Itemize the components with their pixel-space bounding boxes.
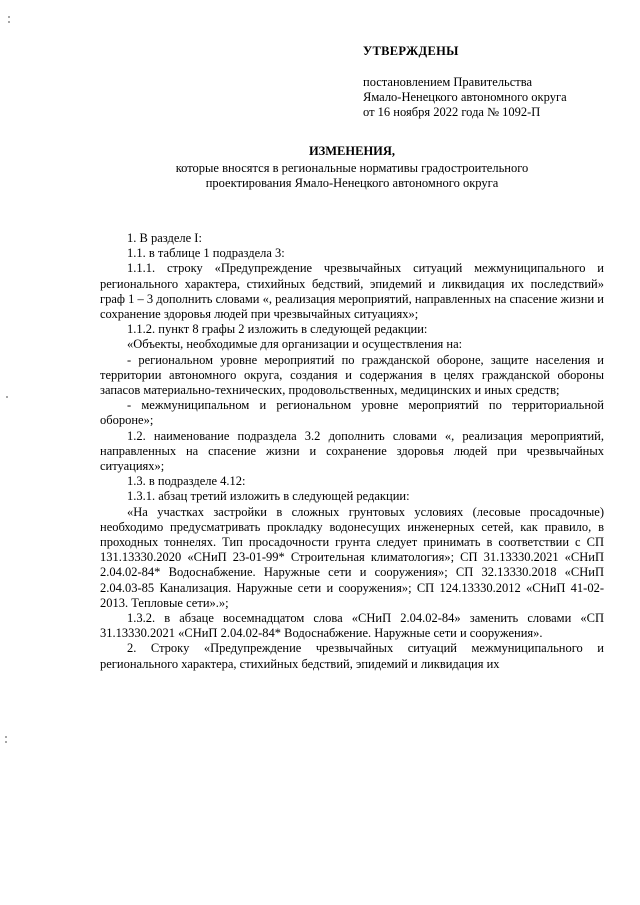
- approval-line-region: Ямало-Ненецкого автономного округа: [363, 90, 567, 104]
- approval-lines: [363, 75, 604, 120]
- approval-line-authority: постановлением Правительства: [363, 75, 533, 89]
- scan-artifact: [8, 16, 10, 18]
- document-title: ИЗМЕНЕНИЯ,: [308, 144, 396, 158]
- approval-block: [363, 44, 604, 120]
- approval-title: УТВЕРЖДЕНЫ: [363, 44, 459, 58]
- document-body: [100, 231, 604, 672]
- paragraph-quote-objects: «Объекты, необходимые для организации и осуществления на:: [127, 337, 463, 352]
- paragraph-dash-regional: - региональном уровне мероприятий по гражданской обороне, защите населения и территории автономного округа, создания и содержания в целях гражданской обороны запасов материально-технических, продовольственных, медицинских и иных средств;: [100, 352, 604, 398]
- scan-artifact: [6, 396, 8, 398]
- document-subtitle: которые вносятся в региональные нормативы градостроительного проектирования Ямало-Ненецкого автономного округа: [175, 161, 529, 190]
- paragraph-dash-intermunicipal: - межмуниципальном и региональном уровне мероприятий по территориальной обороне»;: [100, 398, 604, 428]
- paragraph-quote-construction: «На участках застройки в сложных грунтовых условиях (лесовые просадочные) необходимо предусматривать прокладку водонесущих инженерных сетей, как правило, в проходных тоннелях. Тип просадочности грунта следует принимать в соответствии с СП 131.13330.2020 «СНиП 23-01-99* Строительная климатология»; СП 31.13330.2021 «СНиП 2.04.02-84* Водоснабжение. Наружные сети и сооружения»; СП 32.13330.2018 «СНиП 2.04.03-85 Канализация. Наружные сети и сооружения»; СП 124.13330.2012 «СНиП 41-02-2013. Тепловые сети».»;: [100, 504, 604, 610]
- paragraph-1-1-1: 1.1.1. строку «Предупреждение чрезвычайных ситуаций межмуниципального и регионального характера, стихийных бедствий, эпидемий и ликвидация их последствий» граф 1 – 3 дополнить словами «, реализация мероприятий, направленных на спасение жизни и сохранение здоровья людей при чрезвычайных ситуациях»;: [100, 261, 604, 322]
- paragraph-1-3: 1.3. в подразделе 4.12:: [127, 474, 246, 489]
- paragraph-1: 1. В разделе I:: [127, 231, 202, 245]
- paragraph-1-2: 1.2. наименование подраздела 3.2 дополнить словами «, реализация мероприятий, направленных на спасение жизни и сохранение здоровья людей при чрезвычайных ситуациях»;: [100, 428, 604, 474]
- paragraph-1-3-1: 1.3.1. абзац третий изложить в следующей редакции:: [127, 489, 410, 504]
- paragraph-1-1: 1.1. в таблице 1 подраздела 3:: [127, 246, 285, 261]
- paragraph-1-3-2: 1.3.2. в абзаце восемнадцатом слова «СНиП 2.04.02-84» заменить словами «СП 31.13330.2021 «СНиП 2.04.02-84* Водоснабжение. Наружные сети и сооружения».: [100, 611, 604, 641]
- paragraph-2: 2. Строку «Предупреждение чрезвычайных ситуаций межмуниципального и регионального характера, стихийных бедствий, эпидемий и ликвидация их: [100, 641, 604, 671]
- scan-artifact: [5, 736, 7, 738]
- approval-line-date-number: от 16 ноября 2022 года № 1092-П: [363, 105, 541, 119]
- paragraph-1-1-2: 1.1.2. пункт 8 графы 2 изложить в следующей редакции:: [127, 322, 428, 337]
